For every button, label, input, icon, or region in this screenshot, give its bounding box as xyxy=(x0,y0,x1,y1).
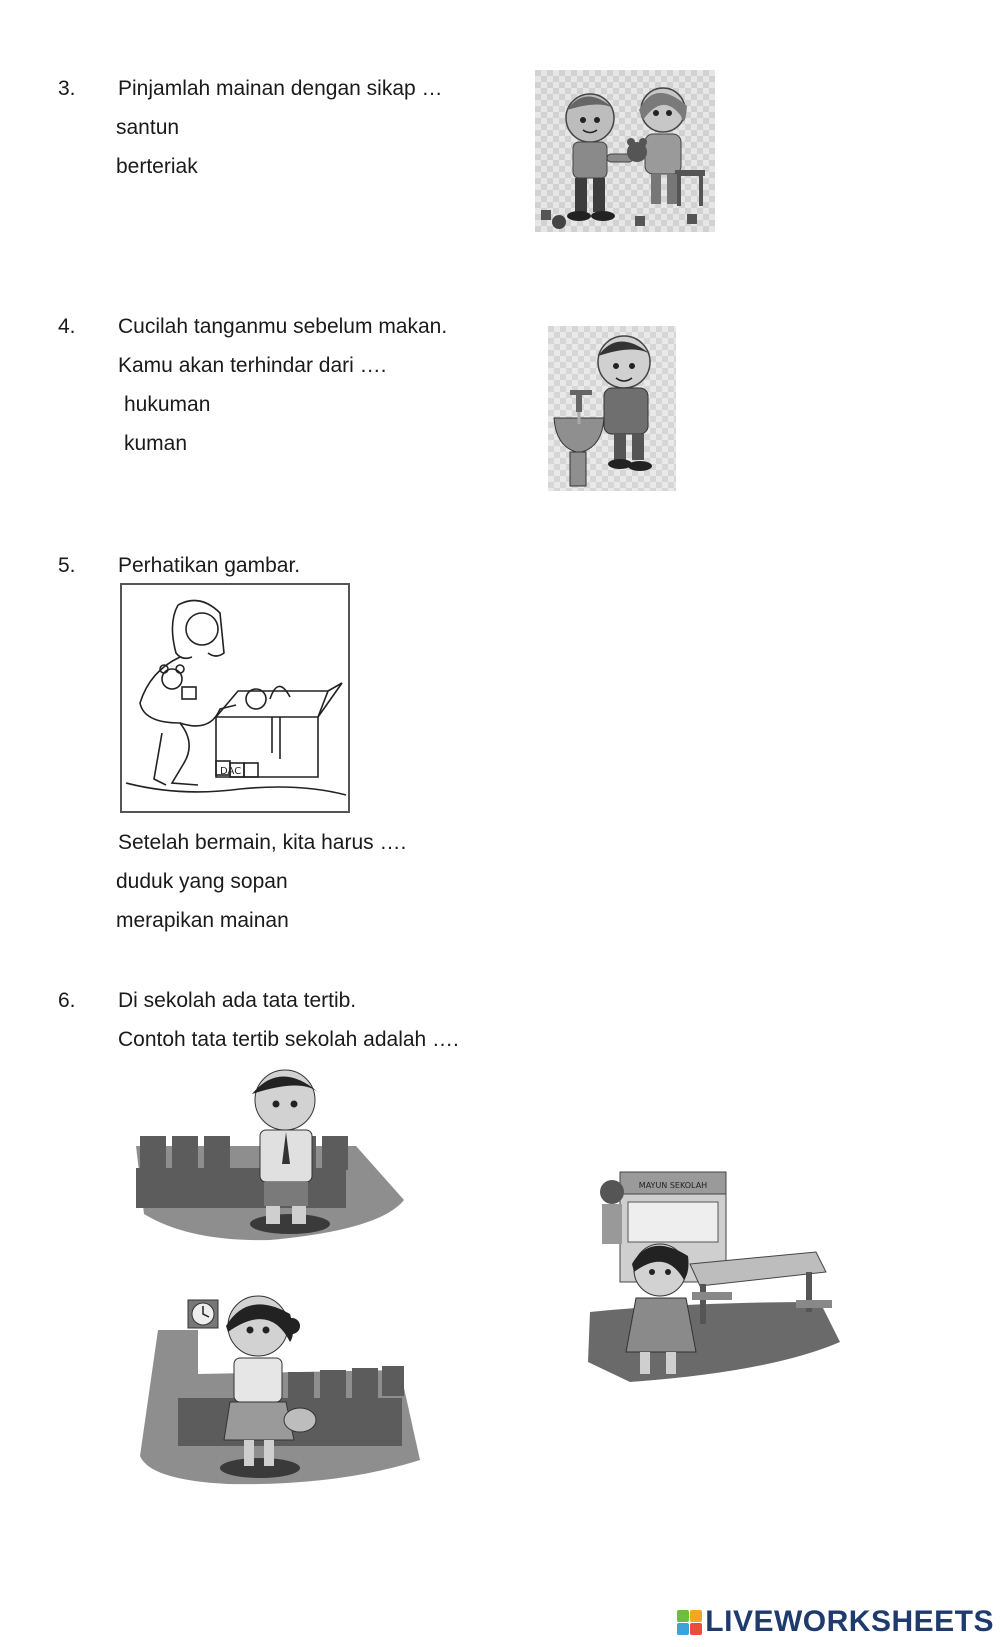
girl-in-classroom-image xyxy=(138,1290,423,1490)
brand-name: LIVEWORKSHEETS xyxy=(705,1605,994,1638)
question-4-option-1[interactable]: hukuman xyxy=(124,393,211,416)
liveworksheets-logo-icon xyxy=(677,1610,702,1635)
question-3-text: Pinjamlah mainan dengan sikap … xyxy=(118,77,443,100)
canteen-sign: MAYUN SEKOLAH xyxy=(638,1181,708,1190)
question-6-number: 6. xyxy=(58,989,76,1012)
question-3-option-1[interactable]: santun xyxy=(116,116,180,139)
liveworksheets-logo[interactable] xyxy=(677,1605,994,1639)
question-4-number: 4. xyxy=(58,315,76,338)
question-5-option-1[interactable]: duduk yang sopan xyxy=(116,870,288,893)
question-4-text-line-2: Kamu akan terhindar dari …. xyxy=(118,354,387,377)
question-5-option-2[interactable]: merapikan mainan xyxy=(116,909,289,932)
question-6-text-line-1: Di sekolah ada tata tertib. xyxy=(118,989,357,1012)
question-3-number: 3. xyxy=(58,77,76,100)
toy-blocks-label: DAC xyxy=(220,766,242,777)
boy-in-classroom-image xyxy=(130,1064,405,1254)
children-sharing-toys-image xyxy=(535,70,715,232)
question-5-number: 5. xyxy=(58,554,76,577)
question-4-text-line-1: Cucilah tanganmu sebelum makan. xyxy=(118,315,448,338)
tidying-toys-image xyxy=(120,583,350,813)
question-6-text-line-2: Contoh tata tertib sekolah adalah …. xyxy=(118,1028,459,1051)
boy-washing-hands-image xyxy=(548,326,676,491)
question-3-option-2[interactable]: berteriak xyxy=(116,155,198,178)
question-5-text-line-2: Setelah bermain, kita harus …. xyxy=(118,831,407,854)
girl-at-school-canteen-image xyxy=(570,1152,850,1392)
question-5-text-line-1: Perhatikan gambar. xyxy=(118,554,301,577)
question-4-option-2[interactable]: kuman xyxy=(124,432,188,455)
